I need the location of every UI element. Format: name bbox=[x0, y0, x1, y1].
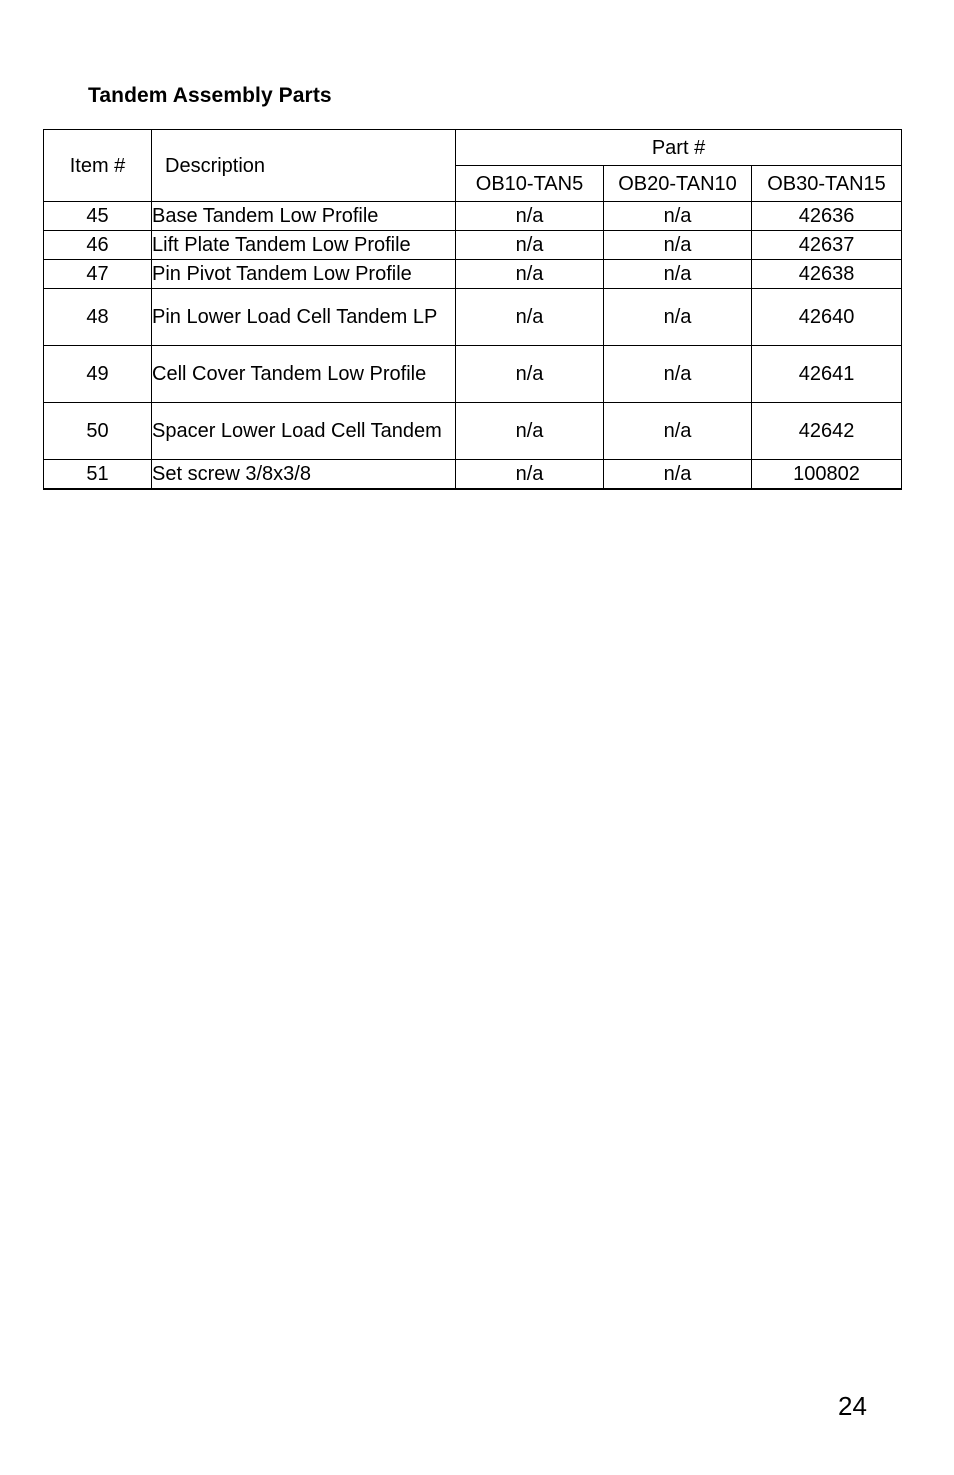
part-cell-ob20: n/a bbox=[604, 202, 752, 231]
item-number-cell: 51 bbox=[44, 460, 152, 490]
header-model-ob30-tan15: OB30-TAN15 bbox=[752, 166, 902, 202]
part-cell-ob30: 42642 bbox=[752, 403, 902, 460]
description-cell: Set screw 3/8x3/8 bbox=[152, 460, 456, 490]
description-cell: Base Tandem Low Profile bbox=[152, 202, 456, 231]
header-description: Description bbox=[152, 130, 456, 202]
page-number: 24 bbox=[838, 1391, 867, 1421]
table-row bbox=[44, 260, 902, 289]
header-model-ob20-tan10: OB20-TAN10 bbox=[604, 166, 752, 202]
table-row bbox=[44, 346, 902, 403]
table-row bbox=[44, 460, 902, 490]
header-model-ob10-tan5: OB10-TAN5 bbox=[456, 166, 604, 202]
description-cell: Pin Pivot Tandem Low Profile bbox=[152, 260, 456, 289]
description-cell: Spacer Lower Load Cell Tandem bbox=[152, 403, 456, 460]
part-cell-ob30: 42636 bbox=[752, 202, 902, 231]
part-cell-ob10: n/a bbox=[456, 289, 604, 346]
part-cell-ob10: n/a bbox=[456, 403, 604, 460]
table-body bbox=[44, 202, 902, 490]
description-cell: Lift Plate Tandem Low Profile bbox=[152, 231, 456, 260]
table-row bbox=[44, 403, 902, 460]
part-cell-ob30: 42638 bbox=[752, 260, 902, 289]
table-row bbox=[44, 289, 902, 346]
item-number-cell: 45 bbox=[44, 202, 152, 231]
part-cell-ob10: n/a bbox=[456, 202, 604, 231]
part-cell-ob30: 100802 bbox=[752, 460, 902, 490]
table-header bbox=[44, 130, 902, 202]
section-title: Tandem Assembly Parts bbox=[88, 84, 332, 107]
header-part-number-group: Part # bbox=[456, 130, 902, 166]
item-number-cell: 47 bbox=[44, 260, 152, 289]
table-row bbox=[44, 202, 902, 231]
part-cell-ob10: n/a bbox=[456, 346, 604, 403]
part-cell-ob20: n/a bbox=[604, 346, 752, 403]
parts-table bbox=[43, 129, 902, 490]
part-cell-ob20: n/a bbox=[604, 289, 752, 346]
part-cell-ob10: n/a bbox=[456, 231, 604, 260]
part-cell-ob30: 42641 bbox=[752, 346, 902, 403]
part-cell-ob20: n/a bbox=[604, 403, 752, 460]
item-number-cell: 48 bbox=[44, 289, 152, 346]
item-number-cell: 50 bbox=[44, 403, 152, 460]
part-cell-ob20: n/a bbox=[604, 231, 752, 260]
item-number-cell: 46 bbox=[44, 231, 152, 260]
part-cell-ob30: 42637 bbox=[752, 231, 902, 260]
part-cell-ob30: 42640 bbox=[752, 289, 902, 346]
table-row bbox=[44, 231, 902, 260]
part-cell-ob10: n/a bbox=[456, 260, 604, 289]
description-cell: Pin Lower Load Cell Tandem LP bbox=[152, 289, 456, 346]
item-number-cell: 49 bbox=[44, 346, 152, 403]
description-cell: Cell Cover Tandem Low Profile bbox=[152, 346, 456, 403]
part-cell-ob20: n/a bbox=[604, 260, 752, 289]
part-cell-ob20: n/a bbox=[604, 460, 752, 490]
header-item-number: Item # bbox=[44, 130, 152, 202]
part-cell-ob10: n/a bbox=[456, 460, 604, 490]
